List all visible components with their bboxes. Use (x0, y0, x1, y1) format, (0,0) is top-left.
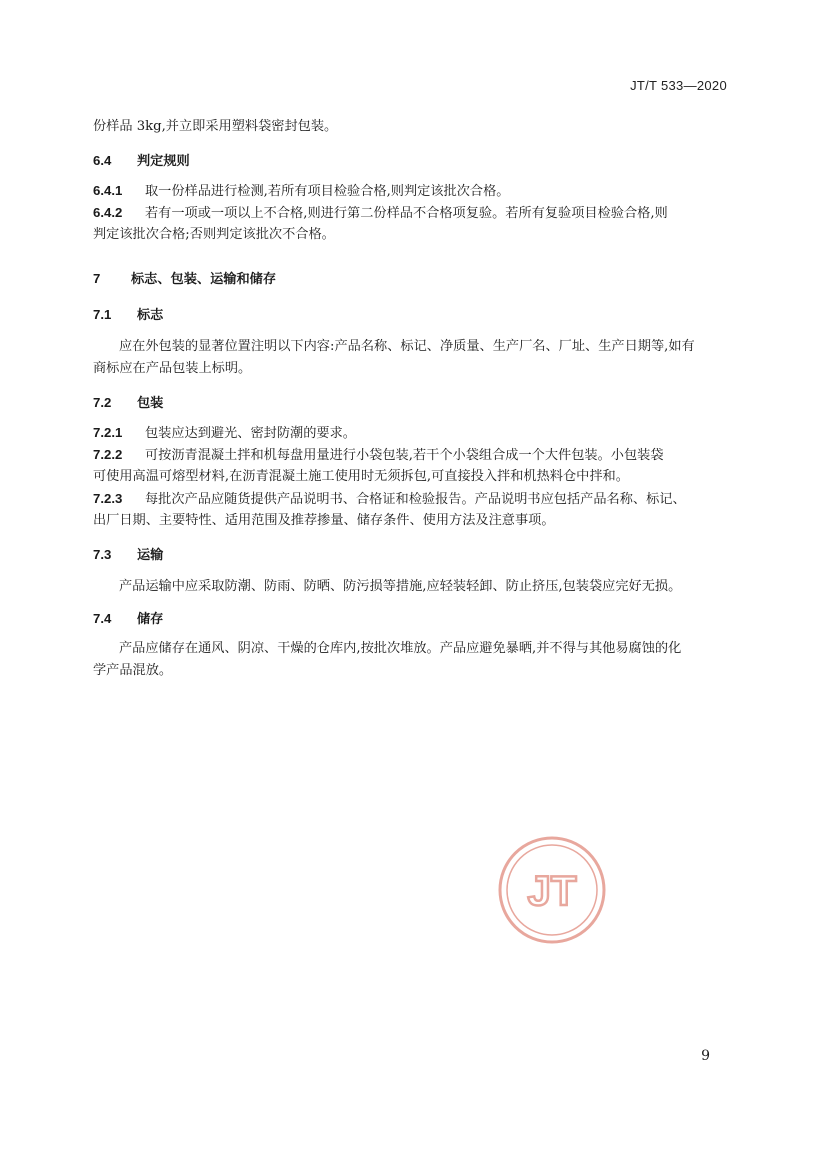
clause-number: 6.4.1 (93, 183, 123, 198)
paragraph-line: 产品应储存在通风、阴凉、干燥的仓库内,按批次堆放。产品应避免暴晒,并不得与其他易腐蚀的化 (119, 641, 682, 656)
chapter-title: 标志、包装、运输和储存 (131, 272, 277, 287)
paragraph-line: 商标应在产品包装上标明。 (93, 361, 252, 376)
section-title: 判定规则 (137, 154, 190, 169)
section-heading-7-3 (93, 544, 733, 567)
clause-text: 包装应达到避光、密封防潮的要求。 (145, 426, 356, 441)
paragraph-line: 应在外包装的显著位置注明以下内容:产品名称、标记、净质量、生产厂名、厂址、生产日期等,如有 (119, 339, 695, 354)
clause-text: 每批次产品应随货提供产品说明书、合格证和检验报告。产品说明书应包括产品名称、标记、 (145, 492, 686, 507)
section-number: 7.2 (93, 395, 112, 410)
clause-text: 可按沥青混凝土拌和机每盘用量进行小袋包装,若干个小袋组合成一个大件包装。小包装袋 (145, 448, 664, 463)
clause-7-2-1 (93, 422, 733, 445)
clause-6-4-1 (93, 180, 733, 203)
section-title: 储存 (137, 612, 164, 627)
clause-number: 7.2.2 (93, 447, 123, 462)
section-number: 7.4 (93, 611, 112, 626)
clause-6-4-2 (93, 202, 733, 225)
clause-text: 若有一项或一项以上不合格,则进行第二份样品不合格项复验。若所有复验项目检验合格,则 (145, 206, 668, 221)
section-number: 7.1 (93, 307, 112, 322)
section-title: 标志 (137, 308, 164, 323)
standard-code-header: JT/T 533—2020 (630, 78, 727, 93)
clause-number: 7.2.3 (93, 491, 123, 506)
chapter-heading-7 (93, 268, 733, 291)
section-number: 7.3 (93, 547, 112, 562)
clause-7-2-2-continued: 可使用高温可熔型材料,在沥青混凝土施工使用时无须拆包,可直接投入拌和机热料仓中拌和。 (93, 469, 629, 484)
section-heading-6-4 (93, 150, 733, 173)
jt-watermark-stamp (497, 835, 607, 945)
clause-number: 7.2.1 (93, 425, 123, 440)
page-number: 9 (701, 1048, 710, 1064)
section-title: 运输 (137, 548, 164, 563)
clause-7-2-3 (93, 488, 733, 511)
clause-7-2-2 (93, 444, 733, 467)
paragraph-line: 学产品混放。 (93, 663, 173, 678)
section-heading-7-2 (93, 392, 733, 415)
section-title: 包装 (137, 396, 164, 411)
section-number: 6.4 (93, 153, 112, 168)
section-heading-7-1 (93, 304, 733, 327)
clause-6-4-2-continued: 判定该批次合格;否则判定该批次不合格。 (93, 227, 335, 242)
section-heading-7-4 (93, 608, 733, 631)
svg-text:JT: JT (527, 867, 577, 914)
paragraph-line: 产品运输中应采取防潮、防雨、防晒、防污损等措施,应轻装轻卸、防止挤压,包装袋应完好无损。 (119, 579, 682, 594)
chapter-number: 7 (93, 271, 101, 286)
clause-7-2-3-continued: 出厂日期、主要特性、适用范围及推荐掺量、储存条件、使用方法及注意事项。 (93, 513, 555, 528)
clause-text: 取一份样品进行检测,若所有项目检验合格,则判定该批次合格。 (145, 184, 510, 199)
clause-number: 6.4.2 (93, 205, 123, 220)
paragraph-line: 份样品 3kg,并立即采用塑料袋密封包装。 (93, 119, 338, 134)
